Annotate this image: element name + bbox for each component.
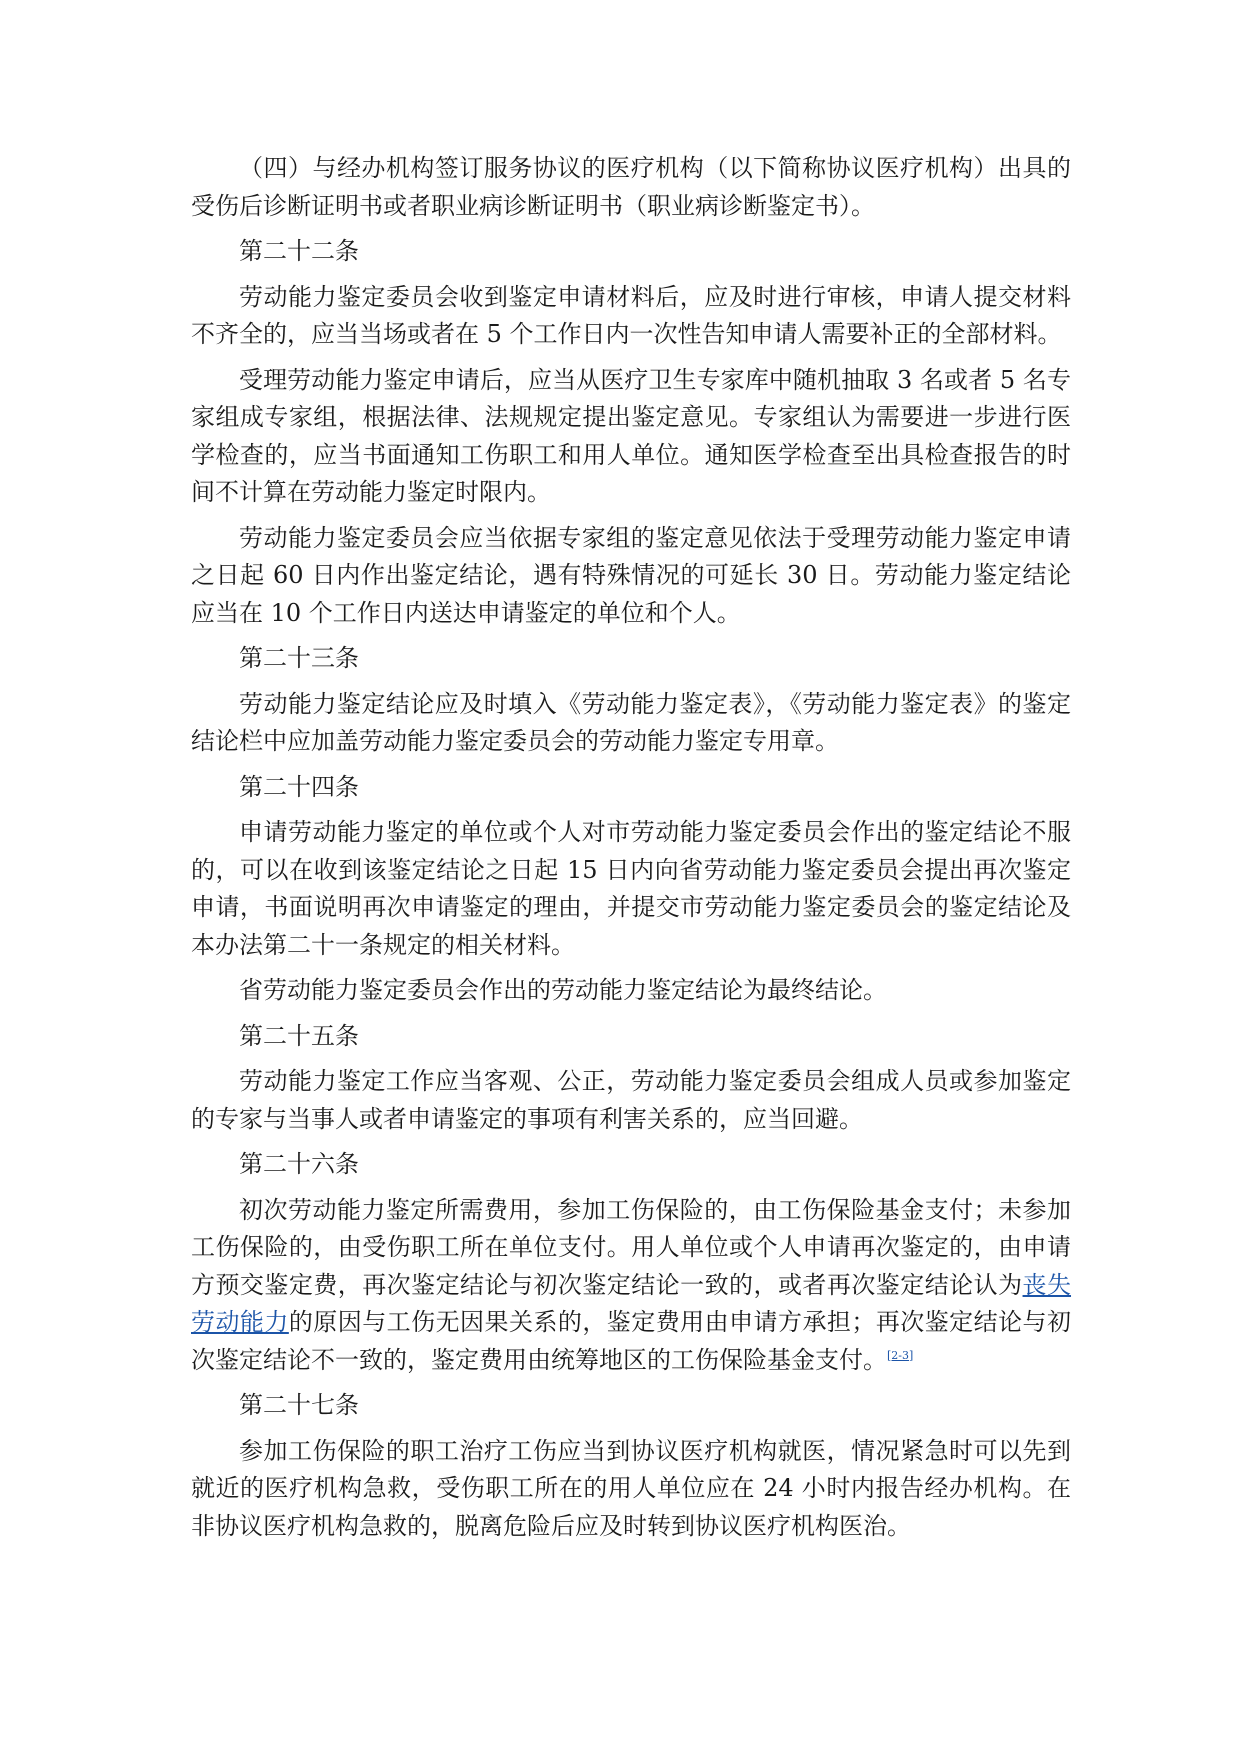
- paragraph: 劳动能力鉴定结论应及时填入《劳动能力鉴定表》，《劳动能力鉴定表》的鉴定结论栏中应加盖劳动能力鉴定委员会的劳动能力鉴定专用章。: [191, 689, 1071, 755]
- article-heading: 第二十七条: [239, 1391, 359, 1419]
- article-heading: 第二十四条: [239, 772, 359, 801]
- paragraph: 申请劳动能力鉴定的单位或个人对市劳动能力鉴定委员会作出的鉴定结论不服的，可以在收到该鉴定结论之日起 15 日内向省劳动能力鉴定委员会提出再次鉴定申请，书面说明再次申请鉴定的理由，并提交市劳动能力鉴定委员会的鉴定结论及本办法第二十一条规定的相关材料。: [191, 818, 1071, 959]
- article-heading: 第二十六条: [239, 1150, 359, 1178]
- paragraph: 受理劳动能力鉴定申请后，应当从医疗卫生专家库中随机抽取 3 名或者 5 名专家组成专家组，根据法律、法规规定提出鉴定意见。专家组认为需要进一步进行医学检查的，应当书面通知工伤职工和用人单位。通知医学检查至出具检查报告的时间不计算在劳动能力鉴定时限内。: [191, 365, 1071, 506]
- paragraph: （四）与经办机构签订服务协议的医疗机构（以下简称协议医疗机构）出具的受伤后诊断证明书或者职业病诊断证明书（职业病诊断鉴定书）。: [191, 154, 1071, 220]
- reference-link[interactable]: [2-3]: [887, 1348, 914, 1362]
- paragraph: 劳动能力鉴定委员会收到鉴定申请材料后，应及时进行审核，申请人提交材料不齐全的，应当当场或者在 5 个工作日内一次性告知申请人需要补正的全部材料。: [191, 282, 1071, 348]
- paragraph: 劳动能力鉴定委员会应当依据专家组的鉴定意见依法于受理劳动能力鉴定申请之日起 60 日内作出鉴定结论，遇有特殊情况的可延长 30 日。劳动能力鉴定结论应当在 10 个工作日内送达申请鉴定的单位和个人。: [191, 523, 1071, 627]
- article-heading: 第二十五条: [239, 1021, 359, 1050]
- paragraph: 参加工伤保险的职工治疗工伤应当到协议医疗机构就医，情况紧急时可以先到就近的医疗机构急救，受伤职工所在的用人单位应在 24 小时内报告经办机构。在非协议医疗机构急救的，脱离危险后应及时转到协议医疗机构医治。: [191, 1436, 1071, 1540]
- document-page: [191, 150, 1071, 1553]
- loss-of-work-ability-link[interactable]: 丧失劳动能力: [191, 1270, 1072, 1336]
- article-heading: 第二十三条: [239, 644, 359, 672]
- paragraph-with-link: [191, 1192, 1071, 1380]
- paragraph: 劳动能力鉴定工作应当客观、公正，劳动能力鉴定委员会组成人员或参加鉴定的专家与当事人或者申请鉴定的事项有利害关系的，应当回避。: [191, 1067, 1071, 1133]
- paragraph: 省劳动能力鉴定委员会作出的劳动能力鉴定结论为最终结论。: [239, 976, 887, 1004]
- article-heading: 第二十二条: [239, 237, 359, 265]
- paragraph-text: 初次劳动能力鉴定所需费用，参加工伤保险的，由工伤保险基金支付；未参加工伤保险的，由受伤职工所在单位支付。用人单位或个人申请再次鉴定的，由申请方预交鉴定费，再次鉴定结论与初次鉴定结论一致的，或者再次鉴定结论认为: [191, 1195, 1071, 1299]
- paragraph-text: 的原因与工伤无因果关系的，鉴定费用由申请方承担；再次鉴定结论与初次鉴定结论不一致的，鉴定费用由统筹地区的工伤保险基金支付。: [191, 1308, 1072, 1374]
